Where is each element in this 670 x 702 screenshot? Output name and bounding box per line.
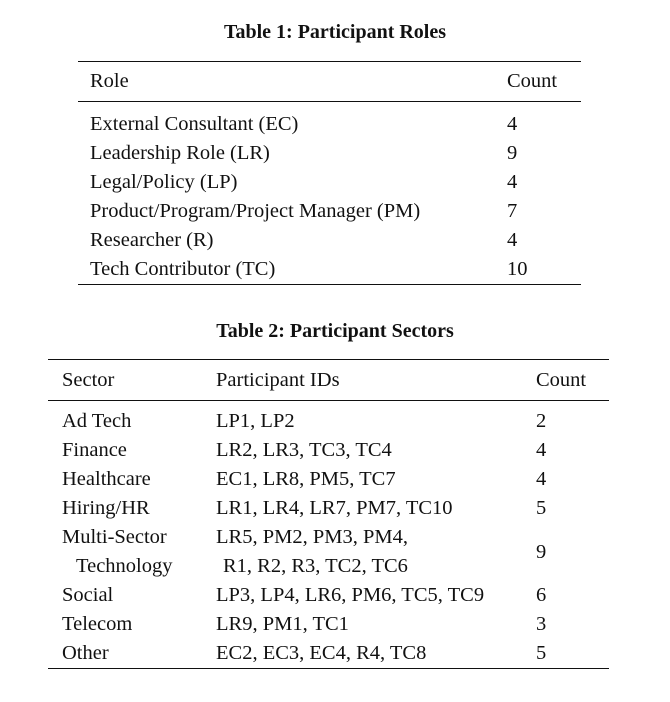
count-cell: 4 bbox=[507, 229, 518, 251]
participant-roles-table bbox=[78, 61, 581, 285]
count-cell: 4 bbox=[536, 468, 547, 490]
count-cell: 9 bbox=[536, 540, 547, 563]
count-cell: 5 bbox=[536, 642, 547, 664]
table-row bbox=[48, 523, 609, 581]
role-cell: Legal/Policy (LP) bbox=[90, 171, 238, 193]
count-cell: 4 bbox=[507, 171, 518, 193]
count-cell: 5 bbox=[536, 497, 547, 519]
count-cell: 4 bbox=[536, 439, 547, 461]
table-row bbox=[48, 610, 609, 639]
sector-cell: Ad Tech bbox=[62, 410, 132, 432]
table-row bbox=[78, 197, 581, 226]
table-row bbox=[48, 465, 609, 494]
count-cell: 3 bbox=[536, 613, 547, 635]
table-header-row bbox=[48, 360, 609, 401]
count-cell: 2 bbox=[536, 410, 547, 432]
sector-cell: Hiring/HR bbox=[62, 497, 150, 519]
participant-ids-cell: LR9, PM1, TC1 bbox=[216, 613, 349, 635]
count-cell: 10 bbox=[507, 258, 528, 280]
role-cell: Tech Contributor (TC) bbox=[90, 258, 276, 280]
count-cell: 6 bbox=[536, 584, 547, 606]
role-cell: Product/Program/Project Manager (PM) bbox=[90, 200, 421, 222]
role-cell: Researcher (R) bbox=[90, 229, 214, 251]
sector-line: Technology bbox=[76, 555, 173, 577]
participant-ids-cell: EC2, EC3, EC4, R4, TC8 bbox=[216, 642, 427, 664]
count-header: Count bbox=[536, 368, 587, 391]
ids-line: LR5, PM2, PM3, PM4, bbox=[216, 526, 408, 548]
role-cell: Leadership Role (LR) bbox=[90, 142, 270, 164]
participant-ids-cell: EC1, LR8, PM5, TC7 bbox=[216, 468, 396, 490]
participant-ids-cell: LR2, LR3, TC3, TC4 bbox=[216, 439, 392, 461]
sector-cell bbox=[48, 523, 216, 581]
role-header: Role bbox=[90, 70, 129, 92]
table-header-row bbox=[78, 62, 581, 102]
table-row bbox=[78, 226, 581, 255]
table-row bbox=[48, 494, 609, 523]
table-row bbox=[48, 581, 609, 610]
table-row bbox=[48, 639, 609, 669]
table1-caption: Table 1: Participant Roles bbox=[223, 21, 447, 43]
count-header: Count bbox=[507, 70, 558, 92]
sector-cell: Finance bbox=[62, 439, 127, 461]
sector-line: Multi-Sector bbox=[62, 526, 167, 548]
count-cell: 4 bbox=[507, 113, 518, 135]
participant-ids-cell bbox=[216, 523, 536, 581]
sector-cell: Healthcare bbox=[62, 468, 151, 490]
sector-cell: Telecom bbox=[62, 613, 133, 635]
table-row bbox=[78, 168, 581, 197]
table2-caption: Table 2: Participant Sectors bbox=[216, 320, 454, 342]
role-cell: External Consultant (EC) bbox=[90, 113, 299, 135]
count-cell: 9 bbox=[507, 142, 518, 164]
participant-ids-cell: LP3, LP4, LR6, PM6, TC5, TC9 bbox=[216, 584, 485, 606]
table-row bbox=[48, 401, 609, 437]
sector-header: Sector bbox=[62, 368, 115, 391]
table-row bbox=[78, 255, 581, 285]
participant-ids-cell: LR1, LR4, LR7, PM7, TC10 bbox=[216, 497, 453, 519]
participant-ids-cell: LP1, LP2 bbox=[216, 410, 295, 432]
ids-line: R1, R2, R3, TC2, TC6 bbox=[223, 555, 408, 577]
sector-cell: Social bbox=[62, 584, 114, 606]
table-row bbox=[78, 102, 581, 140]
sector-cell: Other bbox=[62, 642, 109, 664]
table-row bbox=[78, 139, 581, 168]
count-cell: 7 bbox=[507, 200, 518, 222]
participant-ids-header: Participant IDs bbox=[216, 368, 340, 391]
participant-sectors-table bbox=[48, 359, 609, 669]
table-row bbox=[48, 436, 609, 465]
